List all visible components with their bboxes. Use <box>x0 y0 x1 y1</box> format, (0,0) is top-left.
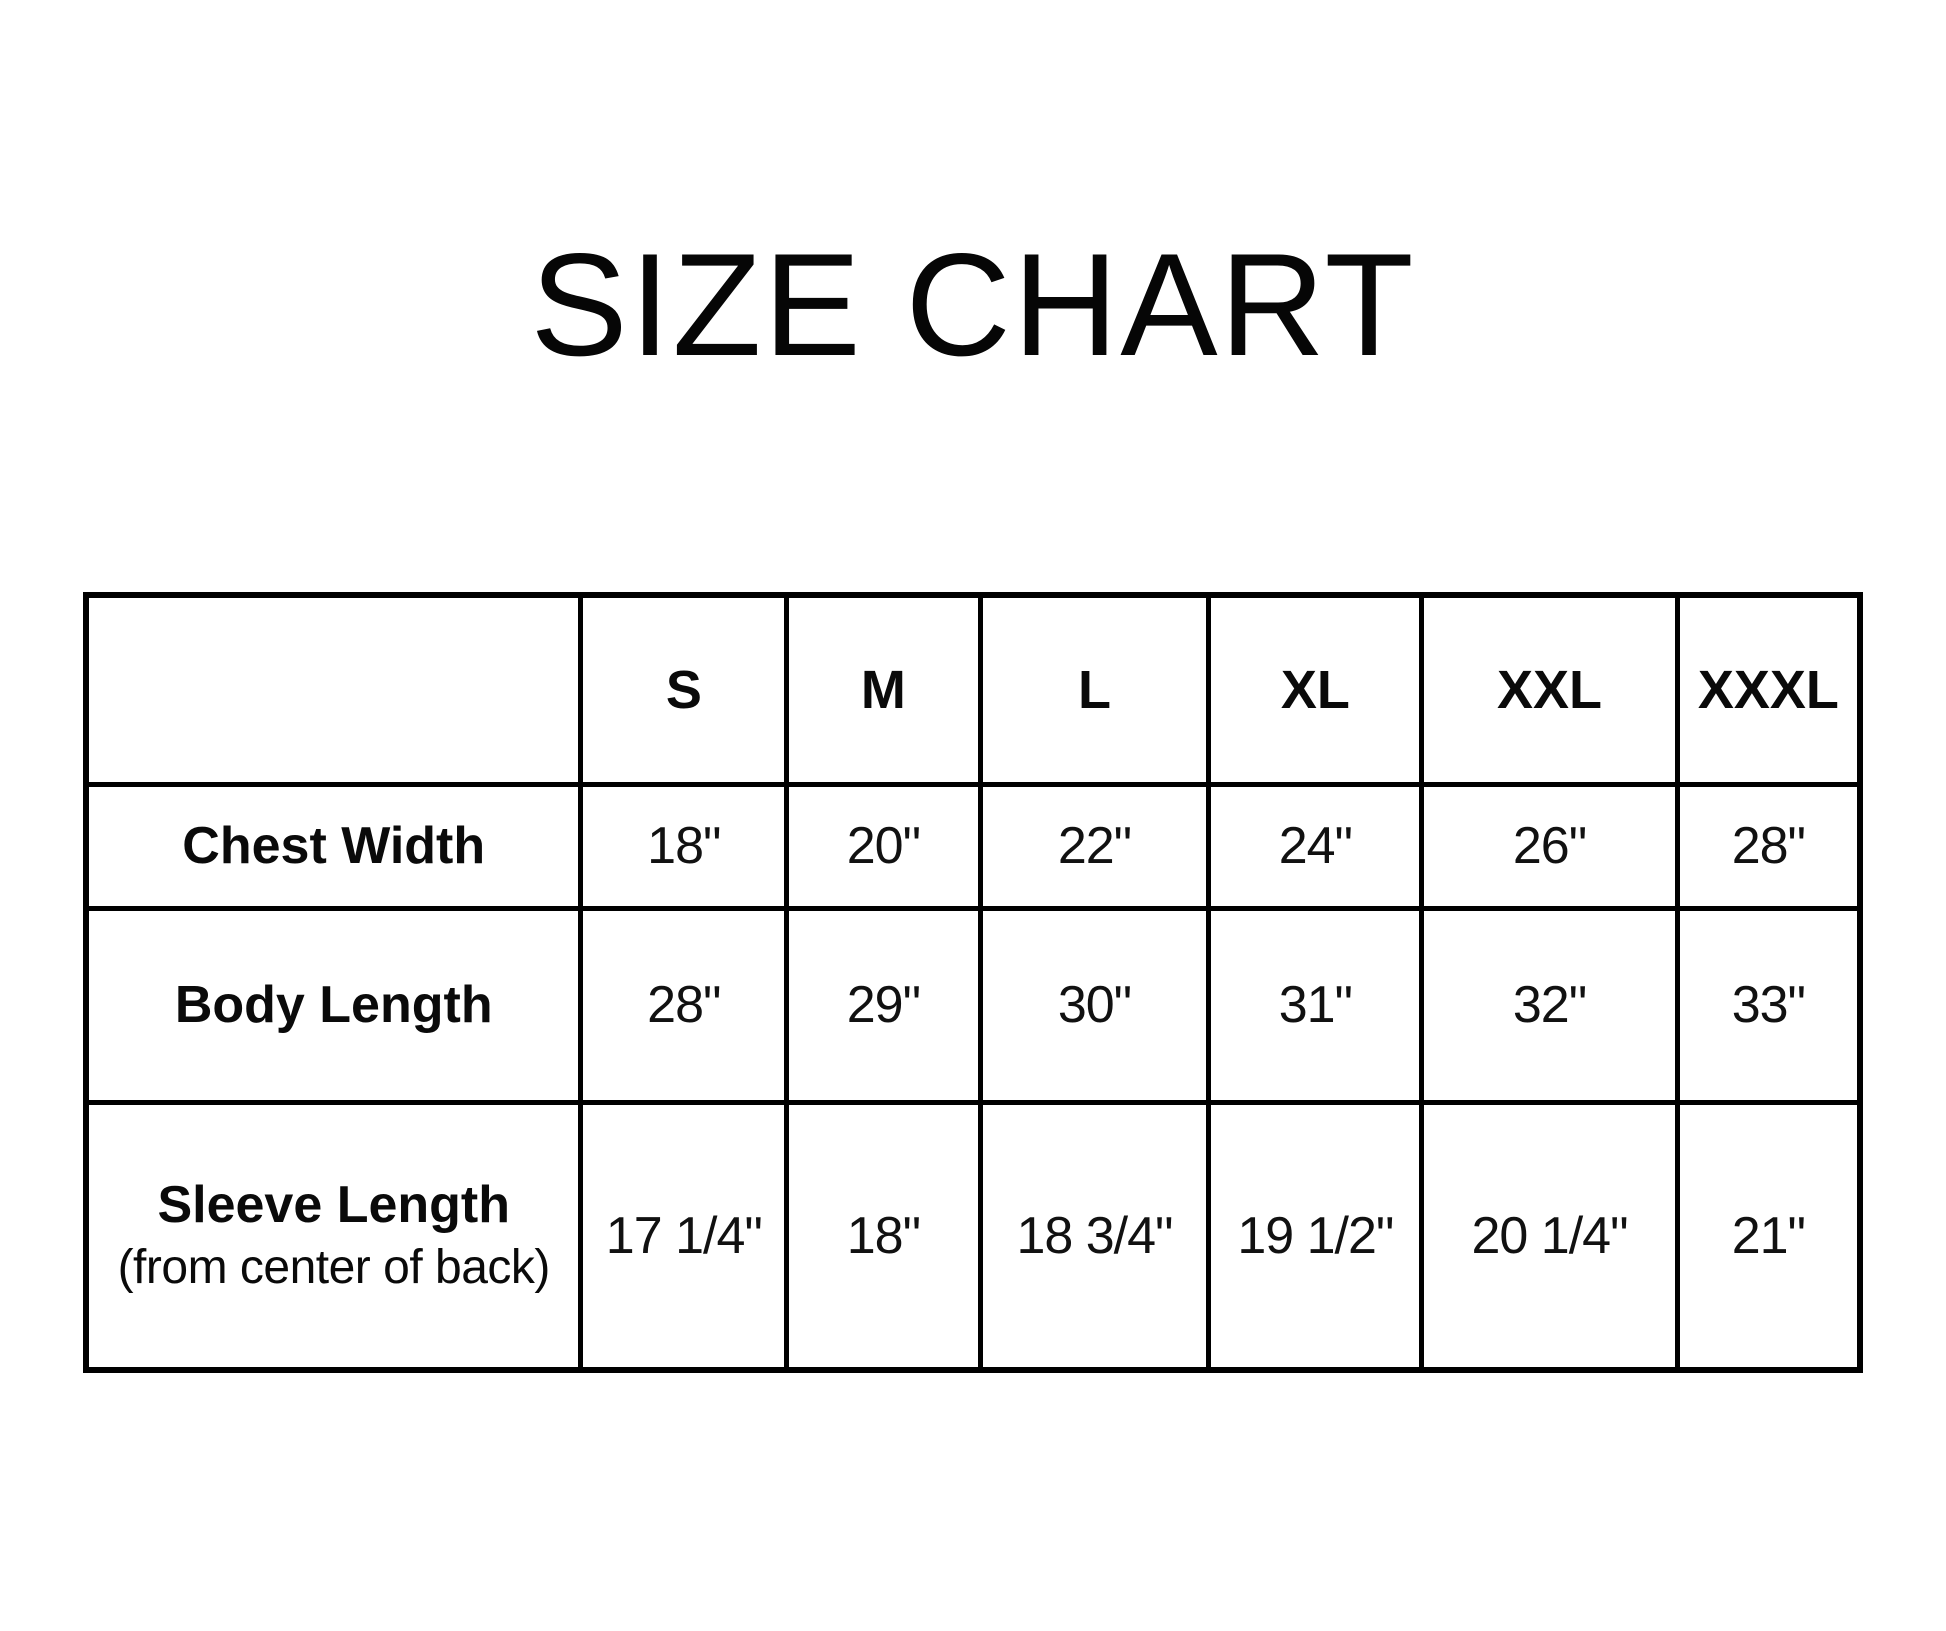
header-cell-s: S <box>581 595 787 784</box>
chest-width-xxxl: 28" <box>1677 784 1860 908</box>
sleeve-length-m: 18" <box>787 1102 980 1370</box>
header-cell-xl: XL <box>1209 595 1422 784</box>
page-title: SIZE CHART <box>530 223 1416 386</box>
body-length-m: 29" <box>787 908 980 1102</box>
sleeve-length-s: 17 1/4" <box>581 1102 787 1370</box>
size-chart-table <box>83 592 1863 1373</box>
sleeve-length-sublabel: (from center of back) <box>117 1241 550 1295</box>
row-label-sleeve-length <box>86 1102 581 1370</box>
chest-width-l: 22" <box>980 784 1209 908</box>
header-cell-xxl: XXL <box>1422 595 1677 784</box>
header-cell-m: M <box>787 595 980 784</box>
table-header-row <box>86 595 1860 784</box>
chest-width-xxl: 26" <box>1422 784 1677 908</box>
table-row-chest-width <box>86 784 1860 908</box>
row-label-chest-width: Chest Width <box>86 784 581 908</box>
header-cell-xxxl: XXXL <box>1677 595 1860 784</box>
table-row-body-length <box>86 908 1860 1102</box>
body-length-s: 28" <box>581 908 787 1102</box>
row-label-body-length: Body Length <box>86 908 581 1102</box>
chest-width-xl: 24" <box>1209 784 1422 908</box>
chest-width-s: 18" <box>581 784 787 908</box>
body-length-xl: 31" <box>1209 908 1422 1102</box>
body-length-xxxl: 33" <box>1677 908 1860 1102</box>
body-length-l: 30" <box>980 908 1209 1102</box>
sleeve-length-l: 18 3/4" <box>980 1102 1209 1370</box>
body-length-xxl: 32" <box>1422 908 1677 1102</box>
sleeve-length-xxl: 20 1/4" <box>1422 1102 1677 1370</box>
header-cell-l: L <box>980 595 1209 784</box>
sleeve-length-xxxl: 21" <box>1677 1102 1860 1370</box>
header-cell-empty <box>86 595 581 784</box>
table-row-sleeve-length <box>86 1102 1860 1370</box>
chest-width-m: 20" <box>787 784 980 908</box>
sleeve-length-xl: 19 1/2" <box>1209 1102 1422 1370</box>
sleeve-length-label: Sleeve Length <box>157 1176 510 1235</box>
